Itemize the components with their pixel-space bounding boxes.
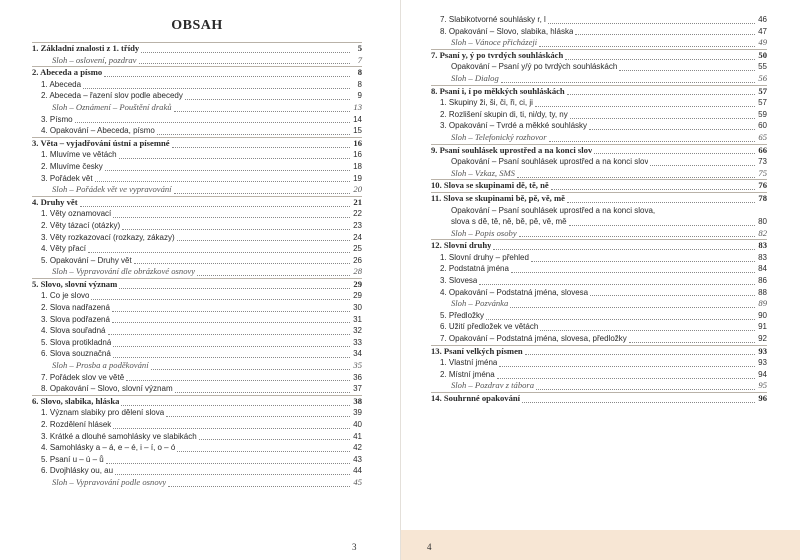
dot-leader [119, 156, 350, 159]
toc-entry-label: Opakování – Psaní y/ý po tvrdých souhláskách [451, 62, 618, 72]
toc-entry-label: 1. Mluvíme ve větách [41, 150, 117, 160]
dot-leader [174, 191, 350, 194]
dot-leader [185, 97, 350, 100]
toc-entry-sub [32, 161, 362, 173]
toc-entry-chapter [431, 239, 767, 252]
dot-leader [112, 320, 350, 323]
dot-leader [479, 282, 755, 285]
toc-entry-label: 2. Abeceda a písmo [32, 67, 103, 78]
dot-leader [88, 250, 350, 253]
toc-entry-page: 55 [758, 62, 767, 72]
toc-entry-label: 1. Co je slovo [41, 291, 90, 301]
toc-entry-page: 35 [353, 360, 362, 371]
toc-entry-label: Sloh – Pořádek vět ve vypravování [52, 184, 172, 195]
toc-entry-label: Sloh – Pozvánka [451, 298, 509, 309]
toc-entry-page: 29 [353, 278, 362, 289]
toc-entry-page: 32 [353, 326, 362, 336]
dot-leader [197, 273, 350, 276]
toc-entry-chapter [32, 137, 362, 150]
toc-entry-sub [32, 372, 362, 384]
toc-entry-sub [32, 255, 362, 267]
toc-entry-page: 45 [353, 476, 362, 487]
toc-entry-label: 2. Mluvíme česky [41, 161, 103, 171]
toc-entry-label: Sloh – Pozdrav z tábora [451, 380, 535, 391]
toc-entry-sloh [431, 37, 767, 49]
toc-entry-page: 24 [353, 232, 362, 242]
toc-entry-sub [32, 383, 362, 395]
toc-entry-label: 4. Samohlásky a – á, e – é, i – í, o – ó [41, 443, 176, 453]
toc-entry-label: 12. Slovní druhy [431, 240, 492, 251]
dot-leader [493, 247, 755, 250]
dot-leader [175, 390, 350, 393]
dot-leader [139, 61, 351, 64]
toc-entry-page: 73 [758, 157, 767, 167]
toc-entry-plain [431, 61, 767, 73]
dot-leader [108, 332, 351, 335]
dot-leader [486, 317, 755, 320]
toc-entry-chapter [32, 278, 362, 291]
toc-entry-sub [32, 290, 362, 302]
toc-entry-chapter [431, 345, 767, 358]
toc-entry-page: 36 [353, 372, 362, 382]
dot-leader [168, 484, 350, 487]
toc-entry-sub [32, 125, 362, 137]
toc-entry-label: 4. Věty přací [41, 244, 86, 254]
dot-leader [569, 223, 755, 226]
toc-entry-label: Sloh – oslovení, pozdrav [52, 54, 137, 65]
toc-entry-label: Opakování – Psaní souhlásek uprostřed a na konci slov [451, 157, 649, 167]
toc-entry-page: 84 [758, 264, 767, 274]
toc-entry-sub [431, 26, 767, 38]
toc-entry-chapter [431, 144, 767, 157]
toc-entry-page: 83 [758, 240, 767, 251]
toc-entry-sub [32, 302, 362, 314]
toc-entry-page: 95 [758, 380, 767, 391]
toc-entry-label: 3. Věta – vyjadřování ústní a písemné [32, 137, 170, 148]
toc-entry-sloh [32, 55, 362, 67]
dot-leader [499, 364, 755, 367]
toc-entry-label: 4. Opakování – Podstatná jména, slovesa [440, 287, 589, 297]
toc-entry-label: Sloh – Oznámení – Pouštění draků [52, 101, 172, 112]
dot-leader [549, 139, 755, 142]
toc-entry-label: 7. Pořádek slov ve větě [41, 372, 125, 382]
dot-leader [497, 376, 755, 379]
toc-entry-label: 14. Souhrnné opakování [431, 393, 521, 403]
toc-entry-chapter [32, 196, 362, 209]
toc-entry-sloh [32, 266, 362, 278]
toc-entry-page: 92 [758, 334, 767, 344]
toc-entry-sub [431, 321, 767, 333]
toc-entry-label: 4. Druhy vět [32, 196, 78, 207]
toc-entry-label: Sloh – Vypravování podle osnovy [52, 476, 167, 487]
toc-entry-label: 8. Opakování – Slovo, slabika, hláska [440, 26, 574, 36]
toc-entry-label: 1. Věty oznamovací [41, 209, 112, 219]
toc-entry-label: 13. Psaní velkých písmen [431, 345, 523, 356]
toc-entry-page: 39 [353, 408, 362, 418]
toc-entry-page: 18 [353, 161, 362, 171]
toc-entry-sloh [32, 184, 362, 196]
toc-entry-label: slova s dě, tě, ně, bě, pě, vě, mě [451, 217, 567, 227]
toc-entry-chapter [32, 42, 362, 55]
toc-entry-label: Sloh – Vzkaz, SMS [451, 167, 515, 178]
dot-leader [105, 168, 350, 171]
toc-entry-page: 86 [758, 276, 767, 286]
toc-entry-page: 89 [758, 298, 767, 309]
toc-entry-sub [431, 120, 767, 132]
toc-entry-plain [431, 205, 767, 217]
toc-entry-page: 19 [353, 173, 362, 183]
dot-leader [91, 297, 350, 300]
dot-leader [113, 344, 350, 347]
toc-entry-page: 38 [353, 395, 362, 406]
toc-entry-page: 9 [357, 91, 362, 101]
dot-leader [657, 212, 755, 214]
toc-list-left [32, 42, 362, 489]
toc-entry-page: 15 [353, 126, 362, 136]
toc-entry-label: 2. Rozlišení skupin di, ti, ni/dy, ty, ny [440, 109, 568, 119]
dot-leader [511, 270, 755, 273]
dot-leader [141, 50, 350, 53]
toc-entry-label: 1. Slovní druhy – přehled [440, 252, 529, 262]
toc-entry-label: 5. Slova protikladná [41, 337, 112, 347]
toc-entry-page: 83 [758, 252, 767, 262]
toc-entry-label: 2. Slova nadřazená [41, 303, 110, 313]
dot-leader [113, 215, 350, 218]
dot-leader [570, 116, 755, 119]
toc-entry-page: 22 [353, 209, 362, 219]
toc-entry-sub [431, 263, 767, 275]
toc-entry-page: 93 [758, 345, 767, 356]
dot-leader [589, 127, 755, 130]
toc-entry-page: 13 [353, 101, 362, 112]
toc-entry-page: 30 [353, 303, 362, 313]
toc-entry-sub [32, 149, 362, 161]
toc-entry-sub [431, 310, 767, 322]
toc-entry-label: 1. Vlastní jména [440, 358, 498, 368]
toc-entry-sloh [431, 228, 767, 240]
toc-entry-label: 6. Užití předložek ve větách [440, 322, 539, 332]
dot-leader [567, 92, 755, 95]
toc-entry-page: 33 [353, 337, 362, 347]
toc-entry-page: 65 [758, 131, 767, 142]
toc-entry-sloh [32, 102, 362, 114]
toc-entry-label: 3. Pořádek vět [41, 173, 93, 183]
dot-leader [629, 340, 755, 343]
toc-entry-sub [32, 90, 362, 102]
toc-entry-chapter [431, 192, 767, 205]
toc-entry-page: 16 [353, 137, 362, 148]
toc-entry-sub [431, 252, 767, 264]
dot-leader [157, 132, 350, 135]
toc-entry-sloh [431, 298, 767, 310]
dot-leader [113, 426, 350, 429]
toc-entry-page: 5 [357, 43, 362, 53]
toc-entry-sloh [32, 360, 362, 372]
toc-entry-label: 8. Psaní i, í po měkkých souhláskách [431, 85, 565, 96]
toc-entry-page: 66 [758, 144, 767, 155]
toc-entry-chapter [431, 392, 767, 405]
toc-entry-sub [32, 431, 362, 443]
toc-entry-label: 3. Krátké a dlouhé samohlásky ve slabikách [41, 431, 197, 441]
toc-entry-chapter [431, 49, 767, 62]
dot-leader [517, 175, 755, 178]
toc-entry-page: 46 [758, 15, 767, 24]
toc-entry-chapter [431, 85, 767, 98]
dot-leader [104, 74, 350, 77]
dot-leader [565, 57, 755, 60]
dot-leader [134, 261, 350, 264]
toc-entry-sub [431, 357, 767, 369]
toc-entry-page: 16 [353, 150, 362, 160]
toc-entry-label: 3. Věty rozkazovací (rozkazy, zákazy) [41, 232, 175, 242]
toc-entry-label: 2. Podstatná jména [440, 264, 509, 274]
toc-entry-label: 10. Slova se skupinami dě, tě, ně [431, 180, 549, 191]
toc-entry-label: 3. Písmo [41, 114, 73, 124]
dot-leader [522, 400, 755, 403]
dot-leader [75, 120, 350, 123]
dot-leader [510, 305, 755, 308]
toc-entry-sub [431, 97, 767, 109]
dot-leader [113, 355, 350, 358]
dot-leader [121, 403, 350, 406]
toc-entry-page: 20 [353, 184, 362, 195]
right-page [400, 0, 800, 560]
toc-entry-sloh [32, 477, 362, 489]
dot-leader [95, 179, 350, 182]
toc-entry-sub [32, 232, 362, 244]
toc-entry-page: 76 [758, 180, 767, 191]
toc-entry-sloh [431, 168, 767, 180]
dot-leader [525, 352, 755, 355]
toc-entry-label: 5. Psaní u – ú – ů [41, 454, 104, 464]
toc-entry-label: 2. Věty tázací (otázky) [41, 220, 121, 230]
toc-entry-plain [431, 216, 767, 228]
toc-entry-page: 80 [758, 217, 767, 227]
dot-leader [177, 449, 350, 452]
toc-entry-label: Sloh – Telefonický rozhovor [451, 131, 547, 142]
toc-entry-label: 11. Slova se skupinami bě, pě, vě, mě [431, 192, 565, 203]
toc-entry-sub [32, 220, 362, 232]
toc-entry-label: 3. Opakování – Tvrdé a měkké souhlásky [440, 121, 588, 131]
toc-entry-label: 3. Slova podřazená [41, 314, 110, 324]
toc-entry-sub [32, 114, 362, 126]
toc-entry-page: 41 [353, 431, 362, 441]
toc-entry-page: 82 [758, 227, 767, 238]
dot-leader [172, 145, 350, 148]
toc-entry-page: 60 [758, 121, 767, 131]
toc-entry-chapter [32, 66, 362, 79]
toc-entry-sub [32, 442, 362, 454]
dot-leader [115, 472, 350, 475]
toc-entry-label: 7. Opakování – Podstatná jména, slovesa, předložky [440, 334, 627, 344]
toc-entry-chapter [32, 395, 362, 408]
toc-entry-sub [32, 407, 362, 419]
toc-entry-sloh [431, 380, 767, 392]
dot-leader [540, 328, 755, 331]
toc-entry-sloh [431, 132, 767, 144]
toc-entry-page: 57 [758, 85, 767, 96]
toc-entry-label: 6. Dvojhlásky ou, au [41, 466, 114, 476]
toc-entry-page: 25 [353, 244, 362, 254]
toc-entry-sub [32, 348, 362, 360]
toc-entry-page: 93 [758, 358, 767, 368]
toc-entry-sub [32, 337, 362, 349]
toc-entry-label: 4. Opakování – Abeceda, písmo [41, 126, 155, 136]
toc-entry-label: 8. Opakování – Slovo, slovní význam [41, 384, 173, 394]
toc-entry-page: 37 [353, 384, 362, 394]
toc-entry-label: 4. Slova souřadná [41, 326, 106, 336]
toc-list-right [431, 14, 767, 405]
toc-entry-page: 26 [353, 255, 362, 265]
dot-leader [106, 461, 350, 464]
toc-entry-page: 88 [758, 287, 767, 297]
dot-leader [112, 309, 350, 312]
toc-entry-label: 5. Opakování – Druhy vět [41, 255, 132, 265]
dot-leader [80, 204, 350, 207]
toc-entry-page: 96 [758, 393, 767, 403]
dot-leader [122, 227, 350, 230]
toc-entry-page: 59 [758, 109, 767, 119]
contents-title: OBSAH [171, 18, 223, 33]
dot-leader [619, 68, 755, 71]
dot-leader [501, 80, 755, 83]
toc-entry-page: 91 [758, 322, 767, 332]
dot-leader [166, 414, 350, 417]
toc-entry-label: Opakování – Psaní souhlásek uprostřed a na konci slova, [451, 205, 656, 215]
toc-entry-label: 2. Místní jména [440, 369, 495, 379]
toc-entry-page: 8 [357, 67, 362, 78]
toc-entry-sub [431, 369, 767, 381]
toc-entry-label: Sloh – Vánoce přicházejí [451, 37, 538, 48]
dot-leader [126, 378, 350, 381]
toc-entry-sub [32, 208, 362, 220]
page-number-left: 3 [352, 542, 357, 552]
dot-leader [594, 151, 755, 154]
toc-entry-sub [431, 109, 767, 121]
dot-leader [548, 21, 755, 24]
toc-entry-page: 42 [353, 443, 362, 453]
toc-entry-sub [431, 287, 767, 299]
dot-leader [83, 86, 350, 89]
toc-entry-page: 47 [758, 26, 767, 36]
toc-entry-page: 57 [758, 98, 767, 108]
dot-leader [174, 109, 350, 112]
page-number-right: 4 [427, 542, 432, 552]
toc-entry-page: 31 [353, 314, 362, 324]
toc-entry-label: Sloh – Dialog [451, 72, 499, 83]
toc-entry-sub [32, 314, 362, 326]
toc-entry-label: 5. Předložky [440, 310, 485, 320]
toc-entry-page: 43 [353, 454, 362, 464]
dot-leader [177, 238, 350, 241]
footer-band [401, 530, 800, 560]
toc-entry-sub [431, 333, 767, 345]
dot-leader [531, 259, 755, 262]
toc-entry-page: 90 [758, 310, 767, 320]
toc-entry-page: 21 [353, 196, 362, 207]
dot-leader [199, 437, 350, 440]
toc-entry-sub [32, 325, 362, 337]
toc-entry-page: 23 [353, 220, 362, 230]
dot-leader [519, 234, 755, 237]
dot-leader [590, 293, 755, 296]
toc-entry-chapter [431, 179, 767, 192]
toc-entry-sub [32, 79, 362, 91]
toc-entry-page: 49 [758, 37, 767, 48]
dot-leader [119, 286, 350, 289]
toc-entry-plain [431, 156, 767, 168]
dot-leader [567, 200, 755, 203]
dot-leader [151, 367, 350, 370]
toc-entry-label: Sloh – Prosba a poděkování [52, 360, 149, 371]
toc-entry-page: 50 [758, 49, 767, 60]
toc-entry-label: Sloh – Vypravování dle obrázkové osnovy [52, 266, 196, 277]
toc-entry-label: Sloh – Popis osoby [451, 227, 517, 238]
dot-leader [575, 32, 755, 35]
toc-entry-page: 29 [353, 291, 362, 301]
toc-entry-page: 75 [758, 167, 767, 178]
toc-entry-page: 14 [353, 114, 362, 124]
toc-entry-page: 7 [357, 54, 362, 65]
toc-entry-sub [32, 419, 362, 431]
dot-leader [539, 44, 755, 47]
toc-entry-page: 94 [758, 369, 767, 379]
toc-entry-page: 78 [758, 192, 767, 203]
toc-entry-label: 5. Slovo, slovní význam [32, 278, 118, 289]
dot-leader [551, 187, 755, 190]
toc-entry-page: 40 [353, 420, 362, 429]
toc-entry-sub [431, 14, 767, 26]
toc-entry-page: 34 [353, 349, 362, 359]
toc-entry-page: 44 [353, 466, 362, 476]
dot-leader [536, 387, 755, 390]
toc-entry-label: 7. Slabikotvorné souhlásky r, l [440, 15, 546, 24]
toc-entry-label: 1. Význam slabiky pro dělení slova [41, 408, 165, 418]
toc-entry-label: 7. Psaní y, ý po tvrdých souhláskách [431, 49, 564, 60]
dot-leader [535, 104, 755, 107]
toc-entry-label: 1. Abeceda [41, 79, 82, 89]
toc-entry-label: 6. Slovo, slabika, hláska [32, 395, 120, 406]
toc-entry-label: 1. Skupiny ži, ši, či, ři, ci, ji [440, 98, 533, 108]
toc-entry-sub [431, 275, 767, 287]
toc-entry-label: 1. Základní znalosti z 1. třídy [32, 43, 140, 53]
toc-entry-page: 8 [357, 79, 362, 89]
toc-entry-label: 6. Slova souznačná [41, 349, 111, 359]
toc-entry-page: 28 [353, 266, 362, 277]
toc-entry-sub [32, 243, 362, 255]
toc-entry-label: 2. Rozdělení hlásek [41, 420, 112, 429]
toc-entry-sub [32, 465, 362, 477]
toc-entry-sloh [431, 73, 767, 85]
toc-entry-sub [32, 454, 362, 466]
toc-entry-label: 9. Psaní souhlásek uprostřed a na konci slov [431, 144, 593, 155]
dot-leader [650, 163, 755, 166]
toc-entry-label: 3. Slovesa [440, 276, 478, 286]
toc-entry-page: 56 [758, 72, 767, 83]
toc-entry-label: 2. Abeceda – řazení slov podle abecedy [41, 91, 183, 101]
toc-entry-sub [32, 173, 362, 185]
